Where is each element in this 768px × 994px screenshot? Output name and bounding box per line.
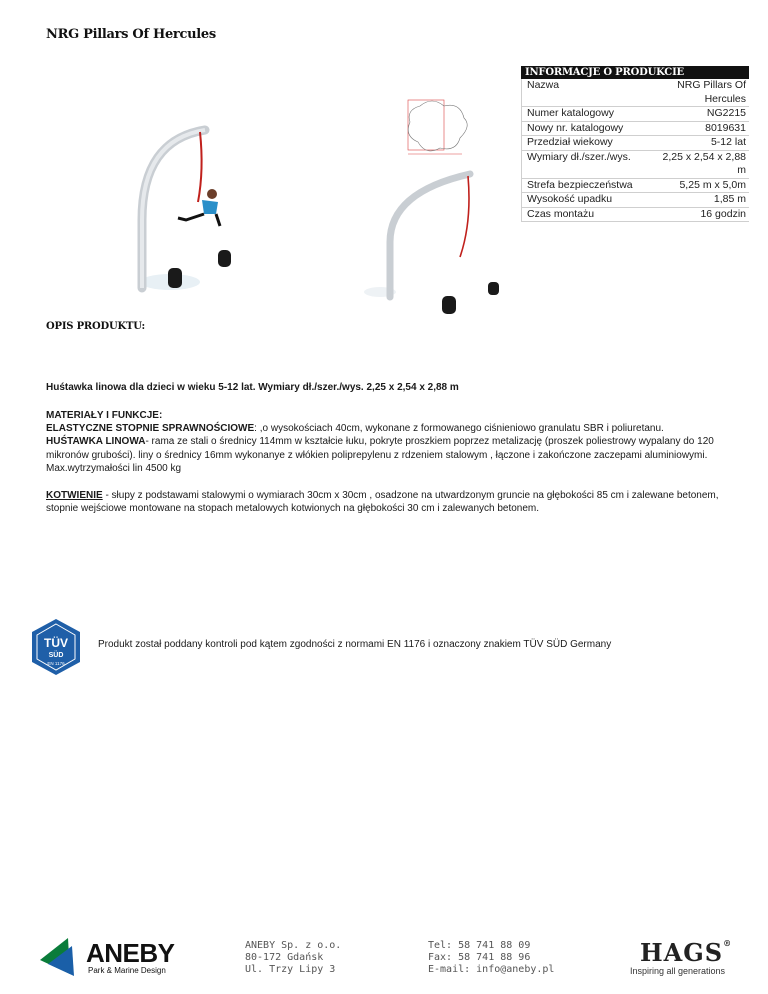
table-row bbox=[522, 178, 750, 193]
info-label: Nowy nr. katalogowy bbox=[522, 121, 650, 136]
info-label: Przedział wiekowy bbox=[522, 136, 650, 151]
info-value: NG2215 bbox=[650, 107, 750, 122]
aneby-tagline: Park & Marine Design bbox=[88, 966, 166, 975]
materials-section bbox=[46, 409, 746, 475]
company-contact bbox=[428, 940, 554, 976]
address-line: 80-172 Gdańsk bbox=[245, 952, 324, 963]
product-image-plan bbox=[360, 92, 520, 317]
tuv-top-text: TÜV bbox=[44, 636, 68, 650]
info-label: Wysokość upadku bbox=[522, 193, 650, 208]
tuv-mid-text: SÜD bbox=[48, 652, 64, 659]
info-label: Czas montażu bbox=[522, 207, 650, 222]
description-summary: Huśtawka linowa dla dzieci w wieku 5-12 lat. Wymiary dł./szer./wys. 2,25 x 2,54 x 2,88 m bbox=[46, 382, 459, 393]
info-value: 1,85 m bbox=[650, 193, 750, 208]
info-value: 5-12 lat bbox=[650, 136, 750, 151]
hags-logo bbox=[640, 938, 732, 967]
anchoring-text: - słupy z podstawami stalowymi o wymiarach 30cm x 30cm , osadzone na utwardzonym gruncie na głębokości 85 cm i zalewane betonem, stopnie wejściowe montowane na stopach metalowych kotwionych na głębokości 30 cm i zalewanych betonem. bbox=[46, 490, 719, 515]
info-label: Nazwa bbox=[522, 79, 650, 107]
anchoring-title: KOTWIENIE bbox=[46, 490, 103, 501]
table-row bbox=[522, 150, 750, 178]
product-info-heading: INFORMACJE O PRODUKCIE bbox=[521, 66, 749, 79]
address-line: Ul. Trzy Lipy 3 bbox=[245, 964, 336, 975]
certification-text: Produkt został poddany kontroli pod kątem zgodności z normami EN 1176 i oznaczony znakiem TÜV SÜD Germany bbox=[98, 639, 612, 650]
hags-brand-name: HAGS bbox=[640, 938, 724, 967]
table-row bbox=[522, 207, 750, 222]
product-image-main bbox=[120, 110, 280, 300]
tuv-bottom-text: EN 1176 bbox=[47, 661, 65, 666]
materials-heading: MATERIAŁY I FUNKCJE: bbox=[46, 410, 163, 421]
info-label: Numer katalogowy bbox=[522, 107, 650, 122]
address-line: ANEBY Sp. z o.o. bbox=[245, 940, 342, 951]
contact-line: Tel: 58 741 88 09 bbox=[428, 940, 531, 951]
product-title: NRG Pillars Of Hercules bbox=[46, 27, 216, 42]
table-row bbox=[522, 136, 750, 151]
info-value: 8019631 bbox=[650, 121, 750, 136]
contact-line: E-mail: info@aneby.pl bbox=[428, 964, 555, 975]
materials-item-1-title: ELASTYCZNE STOPNIE SPRAWNOŚCIOWE bbox=[46, 423, 255, 435]
hags-registered-mark: ® bbox=[723, 938, 733, 948]
table-row bbox=[522, 107, 750, 122]
table-row bbox=[522, 121, 750, 136]
table-row bbox=[522, 193, 750, 208]
table-row bbox=[522, 79, 750, 107]
product-info-table bbox=[521, 66, 749, 222]
materials-item-1-text: : ,o wysokościach 40cm, wykonane z formowanego ciśnieniowo granulatu SBR i poliuretanu. bbox=[254, 423, 664, 435]
info-value: NRG Pillars Of Hercules bbox=[650, 79, 750, 107]
materials-item-2-title: HUŚTAWKA LINOWA bbox=[46, 436, 146, 448]
info-label: Wymiary dł./szer./wys. bbox=[522, 150, 650, 178]
description-heading: OPIS PRODUKTU: bbox=[46, 321, 145, 332]
info-value: 5,25 m x 5,0m bbox=[650, 178, 750, 193]
aneby-brand-name: ANEBY bbox=[86, 938, 175, 968]
info-value: 16 godzin bbox=[650, 207, 750, 222]
materials-item-2-text: - rama ze stali o średnicy 114mm w kształcie łuku, pokryte proszkiem poprzez metalizację (proszek poliestrowy wypalany do 120 mikronów grubości). liny o średnicy 16mm wykonanye z włókien poliprepylenu z rdzeniem stalowym , łączone i zakończone zaczepami aluminiowymi. bbox=[46, 436, 714, 461]
anchoring-section bbox=[46, 489, 746, 515]
info-label: Strefa bezpieczeństwa bbox=[522, 178, 650, 193]
materials-item-3-text: Max.wytrzymałości lin 4500 kg bbox=[46, 462, 182, 474]
info-value: 2,25 x 2,54 x 2,88 m bbox=[650, 150, 750, 178]
tuv-certification-icon bbox=[26, 617, 86, 677]
company-address bbox=[245, 940, 341, 976]
hags-tagline: Inspiring all generations bbox=[630, 966, 726, 976]
contact-line: Fax: 58 741 88 96 bbox=[428, 952, 531, 963]
